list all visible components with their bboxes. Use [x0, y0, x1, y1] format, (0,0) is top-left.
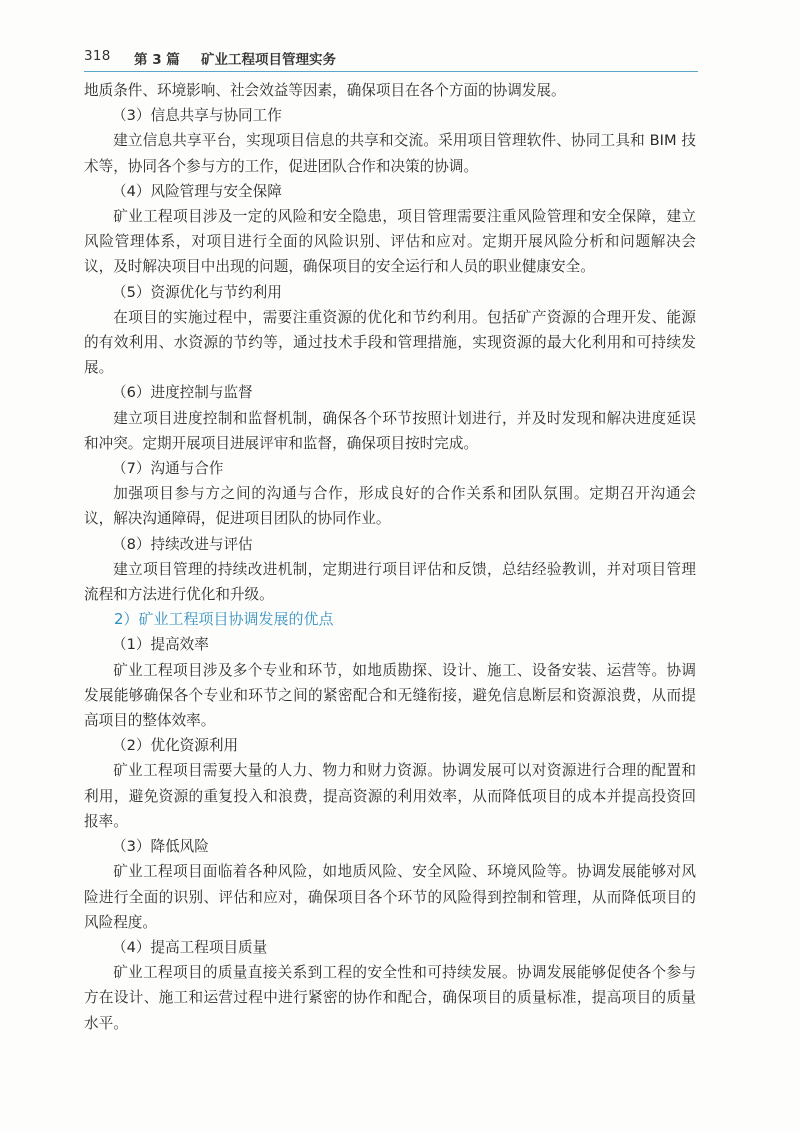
paragraph: 加强项目参与方之间的沟通与合作，形成良好的合作关系和团队氛围。定期召开沟通会议，解决沟通障碍，促进项目团队的协同作业。 — [84, 485, 696, 528]
subheading: （4）风险管理与安全保障 — [112, 182, 282, 200]
subheading: （3）信息共享与协同工作 — [112, 107, 282, 125]
header-divider — [84, 71, 698, 72]
part-label: 第 3 篇 — [134, 52, 180, 68]
paragraph: 矿业工程项目涉及一定的风险和安全隐患，项目管理需要注重风险管理和安全保障，建立风险管理体系，对项目进行全面的风险识别、评估和应对。定期开展风险分析和问题解决会议，及时解决项目中出现的问题，确保项目的安全运行和人员的职业健康安全。 — [84, 208, 696, 276]
running-header — [84, 44, 696, 68]
subheading: （3）降低风险 — [112, 838, 209, 856]
subheading: （2）优化资源利用 — [112, 737, 239, 755]
paragraph: 在项目的实施过程中，需要注重资源的优化和节约利用。包括矿产资源的合理开发、能源的有效利用、水资源的节约等，通过技术手段和管理措施，实现资源的最大化利用和可持续发展。 — [84, 308, 696, 377]
paragraph: 矿业工程项目的质量直接关系到工程的安全性和可持续发展。协调发展能够促使各个参与方在设计、施工和运营过程中进行紧密的协作和配合，确保项目的质量标准，提高项目的质量水平。 — [84, 964, 696, 1032]
subheading: （7）沟通与合作 — [112, 460, 224, 478]
paragraph: 建立项目管理的持续改进机制，定期进行项目评估和反馈，总结经验教训，并对项目管理流程和方法进行优化和升级。 — [84, 560, 696, 604]
page-number: 318 — [84, 48, 111, 64]
body-text — [84, 78, 696, 1036]
paragraph: 建立信息共享平台，实现项目信息的共享和交流。采用项目管理软件、协同工具和 BIM 技术等，协同各个参与方的工作，促进团队合作和决策的协调。 — [84, 132, 696, 175]
subheading: （5）资源优化与节约利用 — [112, 283, 282, 301]
paragraph: 矿业工程项目涉及多个专业和环节，如地质勘探、设计、施工、设备安装、运营等。协调发展能够确保各个专业和环节之间的紧密配合和无缝衔接，避免信息断层和资源浪费，从而提高项目的整体效率。 — [84, 661, 696, 730]
paragraph: 地质条件、环境影响、社会效益等因素，确保项目在各个方面的协调发展。 — [84, 82, 566, 99]
paragraph: 矿业工程项目需要大量的人力、物力和财力资源。协调发展可以对资源进行合理的配置和利用，避免资源的重复投入和浪费，提高资源的利用效率，从而降低项目的成本并提高投资回报率。 — [84, 762, 696, 830]
paragraph: 建立项目进度控制和监督机制，确保各个环节按照计划进行，并及时发现和解决进度延误和冲突。定期开展项目进展评审和监督，确保项目按时完成。 — [84, 409, 696, 452]
section-heading: 2）矿业工程项目协调发展的优点 — [114, 610, 334, 629]
subheading: （1）提高效率 — [112, 636, 209, 654]
subheading: （8）持续改进与评估 — [112, 535, 253, 553]
subheading: （4）提高工程项目质量 — [112, 938, 268, 956]
paragraph: 矿业工程项目面临着各种风险，如地质风险、安全风险、环境风险等。协调发展能够对风险进行全面的识别、评估和应对，确保项目各个环节的风险得到控制和管理，从而降低项目的风险程度。 — [84, 863, 696, 931]
book-title: 矿业工程项目管理实务 — [201, 52, 336, 68]
subheading: （6）进度控制与监督 — [112, 384, 253, 402]
